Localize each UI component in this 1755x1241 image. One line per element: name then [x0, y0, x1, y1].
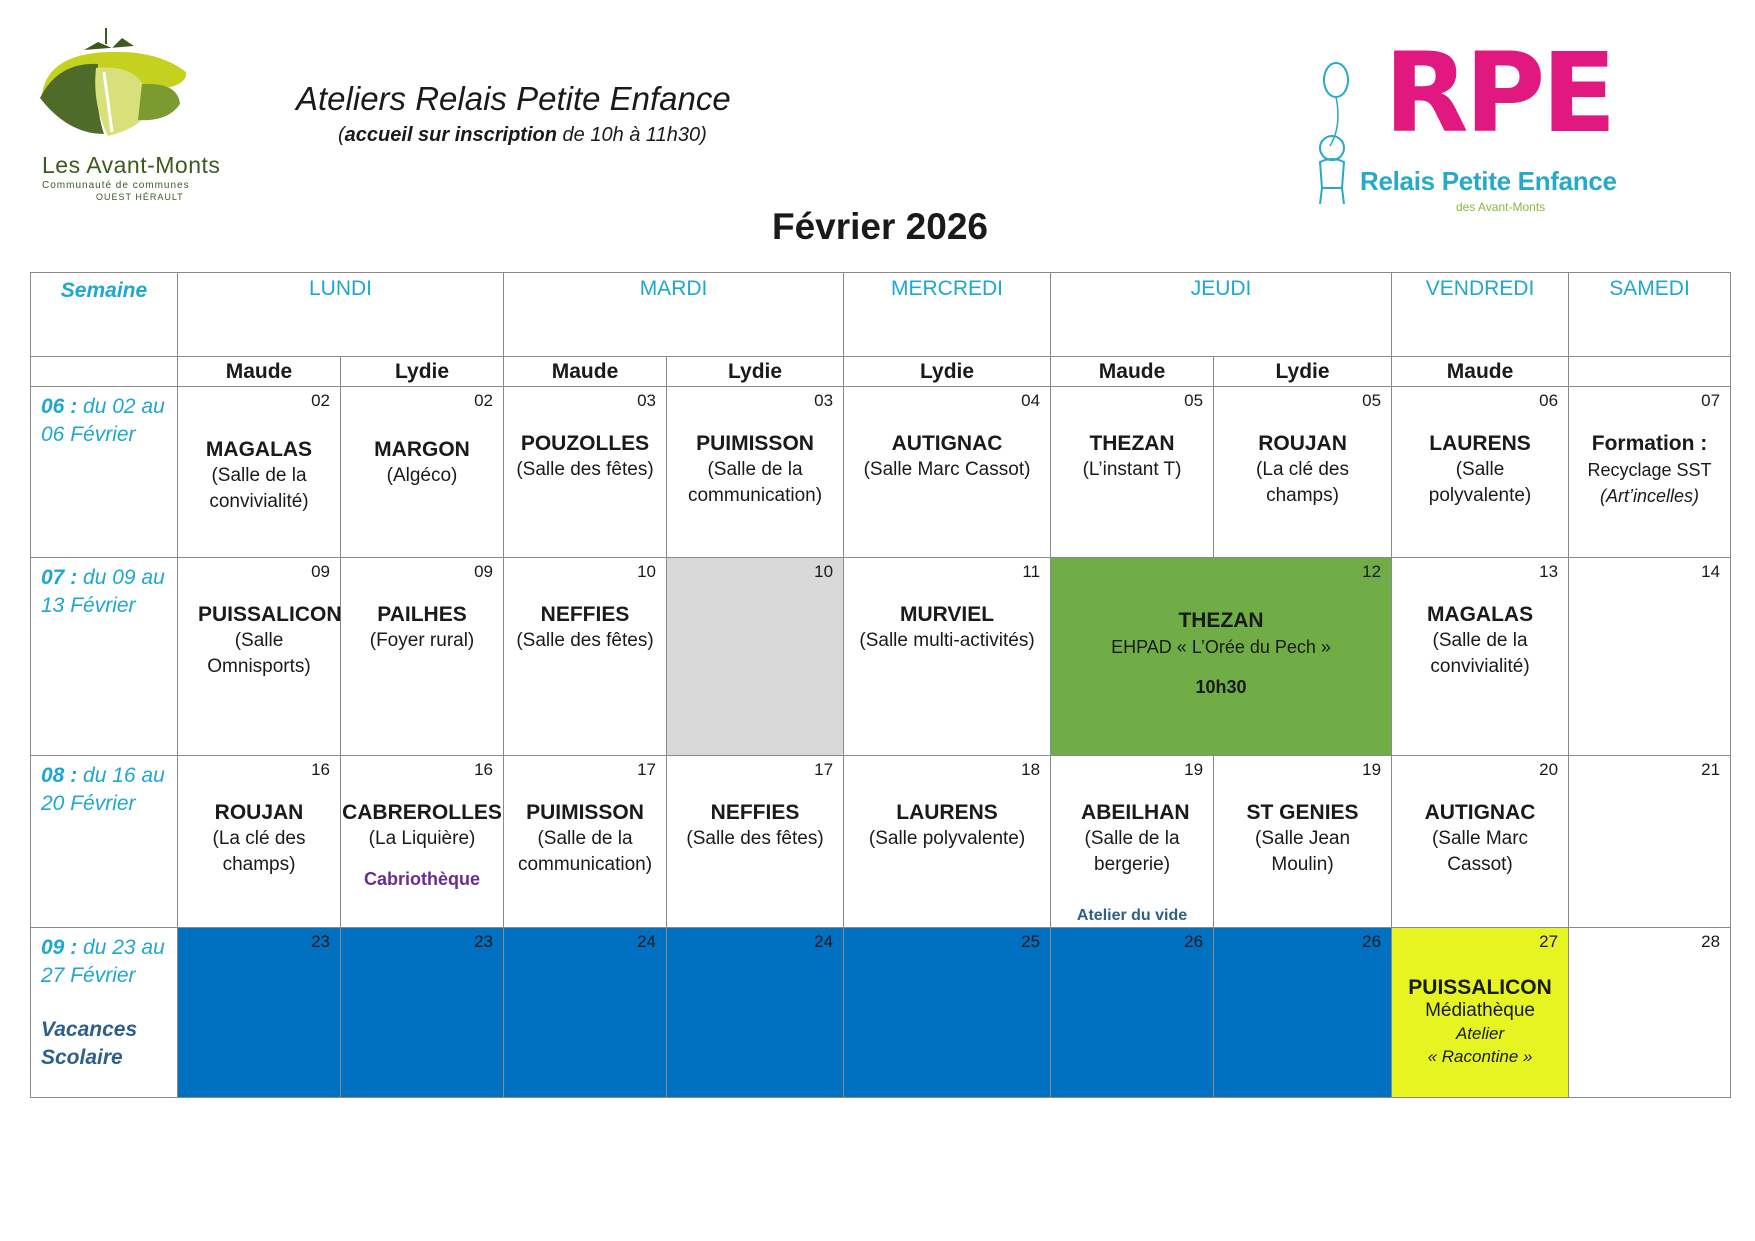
venue: Médiathèque [1425, 1000, 1535, 1021]
day-number: 09 [474, 562, 494, 581]
week-range-a: du 09 au [77, 566, 165, 589]
day-number: 17 [637, 760, 657, 779]
town-name: ROUJAN [214, 801, 304, 824]
town-name: AUTIGNAC [891, 432, 1003, 455]
town-name: MARGON [374, 438, 470, 461]
person-cell: Lydie [1214, 357, 1392, 387]
avant-monts-logo [38, 24, 221, 204]
week-number: 09 : [41, 936, 78, 959]
venue: (Salle de la convivialité) [209, 465, 309, 512]
person-cell: Lydie [844, 357, 1051, 387]
week-range-b: 13 Février [41, 594, 136, 617]
person-cell: Maude [178, 357, 341, 387]
day-number: 25 [1021, 932, 1041, 951]
day-cell [504, 756, 667, 928]
day-number: 26 [1362, 932, 1382, 951]
day-number: 10 [637, 562, 657, 581]
day-cell [844, 558, 1051, 756]
venue: (Salle de la communication) [517, 828, 653, 875]
semaine-header: Semaine [31, 273, 178, 357]
town-name: NEFFIES [540, 603, 630, 626]
atelier-note: Atelier du vide [1076, 907, 1188, 924]
day-number: 05 [1184, 391, 1204, 410]
day-cell [1569, 558, 1731, 756]
day-number: 16 [311, 760, 330, 779]
holiday-cell [844, 928, 1051, 1098]
day-cell [1392, 558, 1569, 756]
day-cell [504, 387, 667, 558]
day-number: 12 [1362, 562, 1382, 581]
day-number: 24 [814, 932, 834, 951]
week-row-07 [31, 558, 1731, 756]
week-label [31, 387, 178, 558]
day-cell [1392, 387, 1569, 558]
week-number: 06 : [41, 395, 78, 418]
venue: (Salle multi-activités) [859, 630, 1035, 651]
day-header-jeudi: JEUDI [1051, 273, 1392, 357]
day-number: 03 [637, 391, 657, 410]
venue: (Salle Marc Cassot) [1431, 828, 1529, 875]
day-number: 07 [1701, 391, 1721, 410]
town-name: PUISSALICON [198, 603, 342, 626]
venue: (Salle des fêtes) [516, 459, 654, 480]
week-label [31, 756, 178, 928]
holiday-cell [178, 928, 341, 1098]
venue: (Salle des fêtes) [686, 828, 824, 849]
day-cell [844, 756, 1051, 928]
day-cell [341, 756, 504, 928]
town-name: MURVIEL [899, 603, 995, 626]
day-header-vendredi: VENDREDI [1392, 273, 1569, 357]
subtitle-rest: de 10h à 11h30) [556, 124, 707, 146]
venue: (Salle polyvalente) [868, 828, 1026, 849]
venue: (La clé des champs) [1256, 459, 1349, 506]
day-cell [178, 756, 341, 928]
day-number: 02 [474, 391, 494, 410]
holiday-cell [1051, 928, 1214, 1098]
town-name: THEZAN [1178, 609, 1264, 632]
town-name: PUIMISSON [696, 432, 814, 455]
week-range-b: 27 Février [41, 964, 136, 987]
day-cell [341, 558, 504, 756]
org-subtitle: Communauté de communes [42, 180, 190, 191]
town-name: ABEILHAN [1081, 801, 1190, 824]
day-header-mercredi: MERCREDI [844, 273, 1051, 357]
town-name: ROUJAN [1258, 432, 1347, 455]
venue: EHPAD « L’Orée du Pech » [1111, 637, 1331, 657]
venue: (Salle des fêtes) [516, 630, 654, 651]
venue: (L’instant T) [1082, 459, 1182, 480]
town-name: THEZAN [1089, 432, 1175, 455]
atelier-italic: Atelier [1455, 1024, 1505, 1043]
avant-monts-emblem-icon [38, 24, 198, 154]
person-cell [1569, 357, 1731, 387]
venue-italic: (Art’incelles) [1600, 486, 1700, 506]
town-name: LAURENS [1429, 432, 1531, 455]
person-cell: Maude [1051, 357, 1214, 387]
town-name: POUZOLLES [520, 432, 650, 455]
day-cell [1392, 756, 1569, 928]
rpe-letters: RPE [1384, 29, 1613, 157]
week-row-06 [31, 387, 1731, 558]
month-title: Février 2026 [771, 206, 988, 247]
day-cell [1051, 387, 1214, 558]
rpe-name: Relais Petite Enfance [1360, 166, 1617, 196]
day-number: 21 [1701, 760, 1721, 779]
day-cell [1214, 756, 1392, 928]
event-time: 10h30 [1195, 677, 1247, 697]
day-number: 13 [1539, 562, 1559, 581]
town-name: CABREROLLES [342, 801, 502, 824]
town-name: PUIMISSON [526, 801, 644, 824]
day-cell-highlight [1051, 558, 1392, 756]
day-number: 09 [311, 562, 330, 581]
day-cell-closed [667, 558, 844, 756]
day-header-lundi: LUNDI [178, 273, 504, 357]
holiday-label: Vacances Scolaire [41, 1018, 138, 1069]
venue: (Salle Jean Moulin) [1255, 828, 1351, 875]
day-cell-highlight [1392, 928, 1569, 1098]
rpe-logo [1306, 29, 1642, 228]
day-cell [1569, 387, 1731, 558]
day-number: 11 [1022, 562, 1041, 581]
venue: (Salle de la convivialité) [1430, 630, 1530, 677]
day-header-row [31, 273, 1731, 357]
person-cell: Maude [504, 357, 667, 387]
holiday-cell [341, 928, 504, 1098]
day-number: 27 [1539, 932, 1559, 951]
venue: (Salle polyvalente) [1428, 459, 1532, 506]
day-cell [178, 558, 341, 756]
venue: (Salle de la communication) [687, 459, 823, 506]
week-range-a: du 23 au [77, 936, 165, 959]
day-number: 24 [637, 932, 657, 951]
day-cell [667, 756, 844, 928]
town-name: MAGALAS [205, 438, 313, 461]
town-name: MAGALAS [1426, 603, 1534, 626]
org-name: Les Avant-Monts [42, 152, 221, 178]
day-number: 26 [1184, 932, 1204, 951]
subtitle-bold: accueil sur inscription [344, 124, 557, 146]
person-cell: Lydie [341, 357, 504, 387]
page-title: Ateliers Relais Petite Enfance [296, 80, 731, 117]
day-cell [844, 387, 1051, 558]
day-cell [504, 558, 667, 756]
page-subtitle: (accueil sur inscription de 10h à 11h30) [338, 124, 707, 146]
week-range-b: 06 Février [41, 423, 136, 446]
day-cell [341, 387, 504, 558]
week-label [31, 558, 178, 756]
day-number: 05 [1362, 391, 1382, 410]
cabriotheque-note: Cabriothèque [364, 869, 481, 889]
venue: (Foyer rural) [369, 630, 475, 651]
venue: (Salle de la bergerie) [1084, 828, 1180, 875]
day-header-samedi: SAMEDI [1569, 273, 1731, 357]
day-number: 18 [1021, 760, 1041, 779]
day-number: 16 [474, 760, 494, 779]
week-row-08 [31, 756, 1731, 928]
day-number: 17 [814, 760, 834, 779]
venue: (La Liquière) [368, 828, 476, 849]
day-cell [1569, 928, 1731, 1098]
day-cell [1214, 387, 1392, 558]
day-cell [1569, 756, 1731, 928]
venue: (La clé des champs) [212, 828, 306, 875]
day-number: 19 [1362, 760, 1382, 779]
week-range-a: du 16 au [77, 764, 165, 787]
week-row-09 [31, 928, 1731, 1098]
venue: (Algéco) [386, 465, 458, 486]
person-cell: Lydie [667, 357, 844, 387]
day-number: 23 [311, 932, 330, 951]
week-label [31, 928, 178, 1098]
holiday-cell [667, 928, 844, 1098]
week-number: 07 : [41, 566, 78, 589]
day-cell [667, 387, 844, 558]
schedule-table [30, 272, 1731, 1098]
day-number: 04 [1021, 391, 1041, 410]
person-row [31, 357, 1731, 387]
holiday-cell [1214, 928, 1392, 1098]
town-name: PAILHES [377, 603, 467, 626]
day-number: 28 [1701, 932, 1721, 951]
town-name: NEFFIES [710, 801, 800, 824]
day-number: 10 [814, 562, 834, 581]
town-name: PUISSALICON [1408, 976, 1552, 999]
day-cell [178, 387, 341, 558]
town-name: Formation : [1591, 432, 1708, 455]
week-range-a: du 02 au [77, 395, 165, 418]
day-number: 20 [1539, 760, 1559, 779]
person-cell: Maude [1392, 357, 1569, 387]
week-number: 08 : [41, 764, 78, 787]
person-empty [31, 357, 178, 387]
town-name: ST GENIES [1246, 801, 1359, 824]
day-number: 14 [1701, 562, 1721, 581]
day-cell [1051, 756, 1214, 928]
venue: (Salle Marc Cassot) [863, 459, 1031, 480]
holiday-cell [504, 928, 667, 1098]
day-number: 03 [814, 391, 834, 410]
week-range-b: 20 Février [41, 792, 136, 815]
day-header-mardi: MARDI [504, 273, 844, 357]
day-number: 06 [1539, 391, 1559, 410]
day-number: 23 [474, 932, 494, 951]
rpe-sub: des Avant-Monts [1456, 200, 1546, 214]
town-name: LAURENS [896, 801, 998, 824]
day-number: 19 [1184, 760, 1204, 779]
town-name: AUTIGNAC [1424, 801, 1536, 824]
venue: Recyclage SST [1587, 460, 1712, 480]
racontine-italic: « Racontine » [1427, 1047, 1533, 1066]
venue: (Salle Omnisports) [207, 630, 311, 677]
day-number: 02 [311, 391, 330, 410]
org-region: OUEST HÉRAULT [96, 192, 184, 202]
